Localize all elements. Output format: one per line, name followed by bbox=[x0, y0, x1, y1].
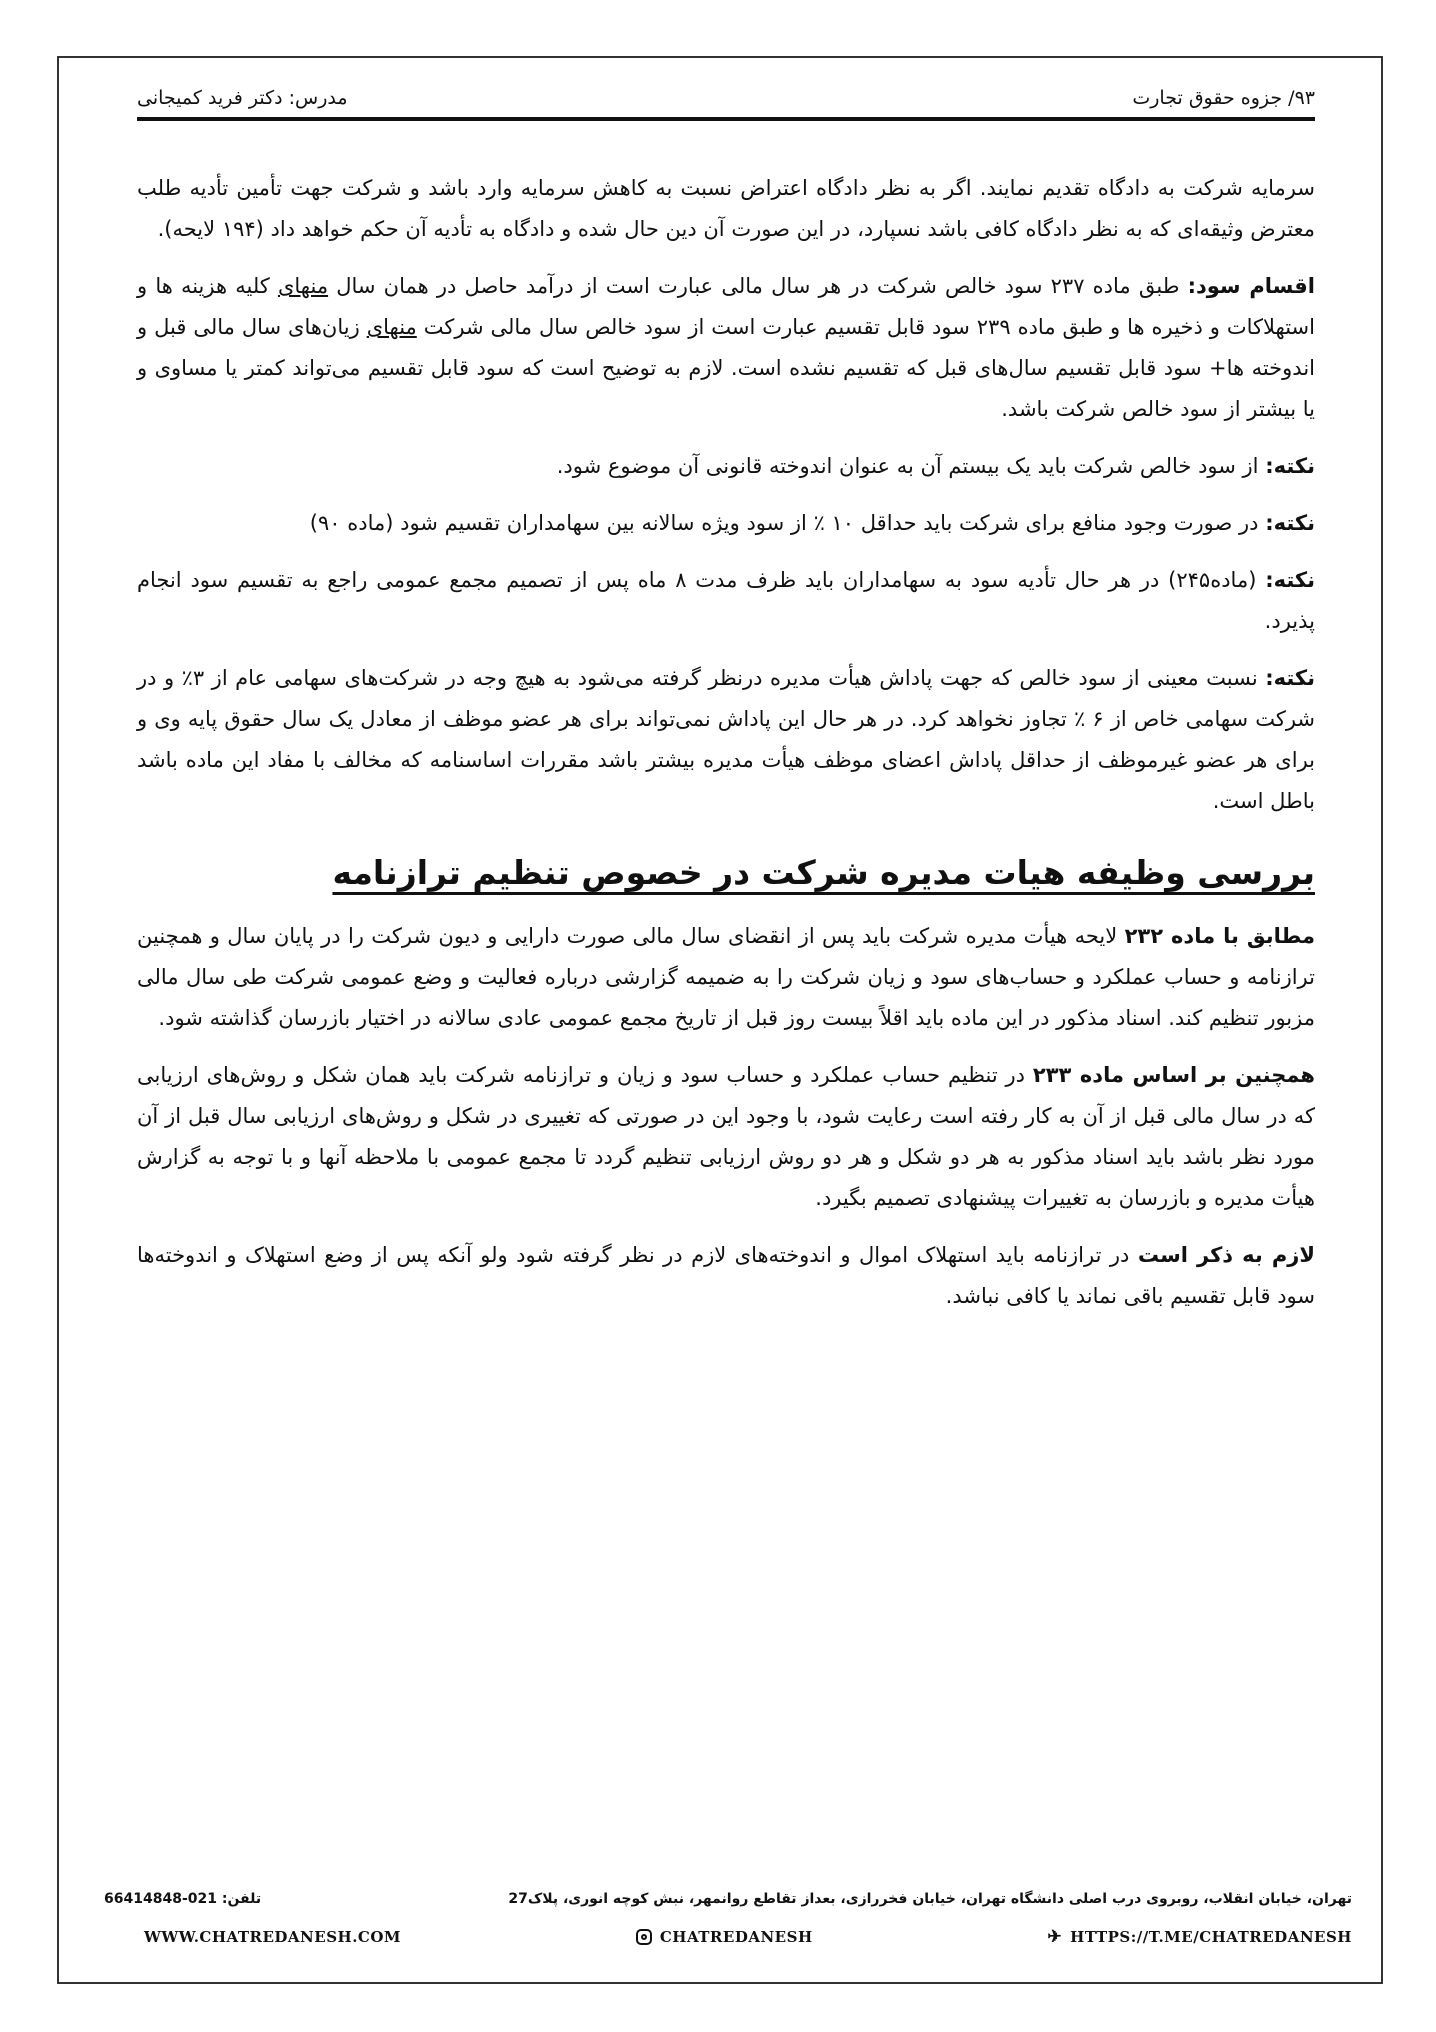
footer-phone: 021-66414848 bbox=[104, 1891, 217, 1907]
telegram-link[interactable]: ✈ HTTPS://T.ME/CHATREDANESH bbox=[1047, 1926, 1352, 1947]
note-dividend-minimum: نکته: در صورت وجود منافع برای شرکت باید حداقل ۱۰ ٪ از سود ویژه سالانه بین سهامداران تقسیم شود (ماده ۹۰) bbox=[309, 511, 1315, 535]
instagram-link[interactable]: CHATREDANESH bbox=[636, 1928, 813, 1946]
header-instructor: مدرس: دکتر فرید کمیجانی bbox=[137, 87, 348, 109]
note-legal-reserve: نکته: از سود خالص شرکت باید یک بیستم آن به عنوان اندوخته قانونی آن موضوع شود. bbox=[556, 454, 1315, 478]
website-link[interactable]: WWW.CHATREDANESH.COM bbox=[144, 1928, 402, 1946]
footer-address: تهران، خیابان انقلاب، روبروی درب اصلی دانشگاه تهران، خیابان فخررازی، بعداز تقاطع روانمهر، نبش کوچه انوری، پلاک27 bbox=[508, 1891, 1352, 1907]
note-board-bonus: نکته: نسبت معینی از سود خالص که جهت پاداش هیأت مدیره درنظر گرفته می‌شود به هیچ وجه در شرکت‌های سهامی عام از ۳٪ و در شرکت سهامی خاص از ۶ ٪ تجاوز نخواهد کرد. در هر حال این پاداش نمی‌تواند برای هر عضو موظف از معادل یک سال حقوق پایه وی و برای هر عضو غیرموظف از حداقل پاداش اعضای موظف هیأت مدیره بیشتر باشد مقررات اساسنامه که مخالف با مفاد این ماده باشد باطل است. bbox=[137, 666, 1316, 813]
section-heading: بررسی وظیفه هیات مدیره شرکت در خصوص تنظیم ترازنامه bbox=[332, 853, 1315, 892]
paragraph-article-233: همچنین بر اساس ماده ۲۳۳ در تنظیم حساب عملکرد و حساب سود و زیان و ترازنامه شرکت باید همان شکل و روش‌های ارزیابی که در سال مالی قبل از آن به کار رفته است رعایت شود، با وجود این در صورتی که تغییری در شکل و روش‌های ارزیابی سال قبل از آن مورد نظر باشد باید اسناد مذکور به هر دو شکل و هر دو روش ارزیابی تنظیم گردد تا مجمع عمومی با ملاحظه آنها و با توجه به گزارش هیأت مدیره و بازرسان به تغییرات پیشنهادی تصمیم بگیرد. bbox=[137, 1063, 1315, 1210]
footer-links bbox=[144, 1928, 1352, 1946]
paragraph-profit-types: اقسام سود: طبق ماده ۲۳۷ سود خالص شرکت در هر سال مالی عبارت است از درآمد حاصل در همان سال منهای کلیه هزینه ها و استهلاکات و ذخیره ها و طبق ماده ۲۳۹ سود قابل تقسیم عبارت است از سود خالص سال مالی شرکت منهای زیان‌های سال مالی قبل و اندوخته ها+ سود قابل تقسیم سال‌های قبل که تقسیم نشده است. لازم به توضیح است که سود قابل تقسیم می‌تواند کمتر یا مساوی و یا بیشتر از سود خالص شرکت باشد. bbox=[137, 274, 1315, 421]
instagram-icon bbox=[636, 1929, 652, 1945]
profit-types-label: اقسام سود: bbox=[1187, 274, 1315, 298]
header-title: ۹۳/ جزوه حقوق تجارت bbox=[1132, 87, 1315, 109]
paragraph-depreciation: لازم به ذکر است در ترازنامه باید استهلاک اموال و اندوخته‌های لازم در نظر گرفته شود ولو آنکه پس از وضع استهلاک و اندوخته‌ها سود قابل تقسیم باقی نماند یا کافی نباشد. bbox=[137, 1243, 1315, 1308]
document-body bbox=[137, 168, 1315, 1333]
footer-phone-group: تلفن: 021-66414848 bbox=[104, 1891, 262, 1907]
note-dividend-payment: نکته: (ماده۲۴۵) در هر حال تأدیه سود به سهامداران باید ظرف مدت ۸ ماه پس از تصمیم مجمع عمومی راجع به تقسیم سود انجام پذیرد. bbox=[137, 568, 1315, 633]
header-rule bbox=[137, 117, 1315, 121]
footer-address-line bbox=[104, 1891, 1352, 1907]
page-header bbox=[137, 78, 1315, 118]
telegram-icon: ✈ bbox=[1047, 1926, 1063, 1947]
paragraph-article-232: مطابق با ماده ۲۳۲ لایحه هیأت مدیره شرکت باید پس از انقضای سال مالی صورت دارایی و دیون شرکت را در پایان سال و همچنین ترازنامه و حساب عملکرد و حساب‌های سود و زیان شرکت را به ضمیمه گزارشی درباره فعالیت و وضع عمومی شرکت طی سال مالی مزبور تنظیم کند. اسناد مذکور در این ماده باید اقلاً بیست روز قبل از تاریخ مجمع عمومی عادی سالانه در اختیار بازرسان گذاشته شود. bbox=[137, 924, 1315, 1030]
paragraph-capital-reduction: سرمایه شرکت به دادگاه تقدیم نمایند. اگر به نظر دادگاه اعتراض نسبت به کاهش سرمایه وارد باشد و شرکت جهت تأمین تأدیه طلب معترض وثیقه‌ای که به نظر دادگاه کافی باشد نسپارد، در این صورت آن دین حال شده و دادگاه به تأدیه آن حکم خواهد داد (۱۹۴ لایحه). bbox=[137, 176, 1315, 241]
